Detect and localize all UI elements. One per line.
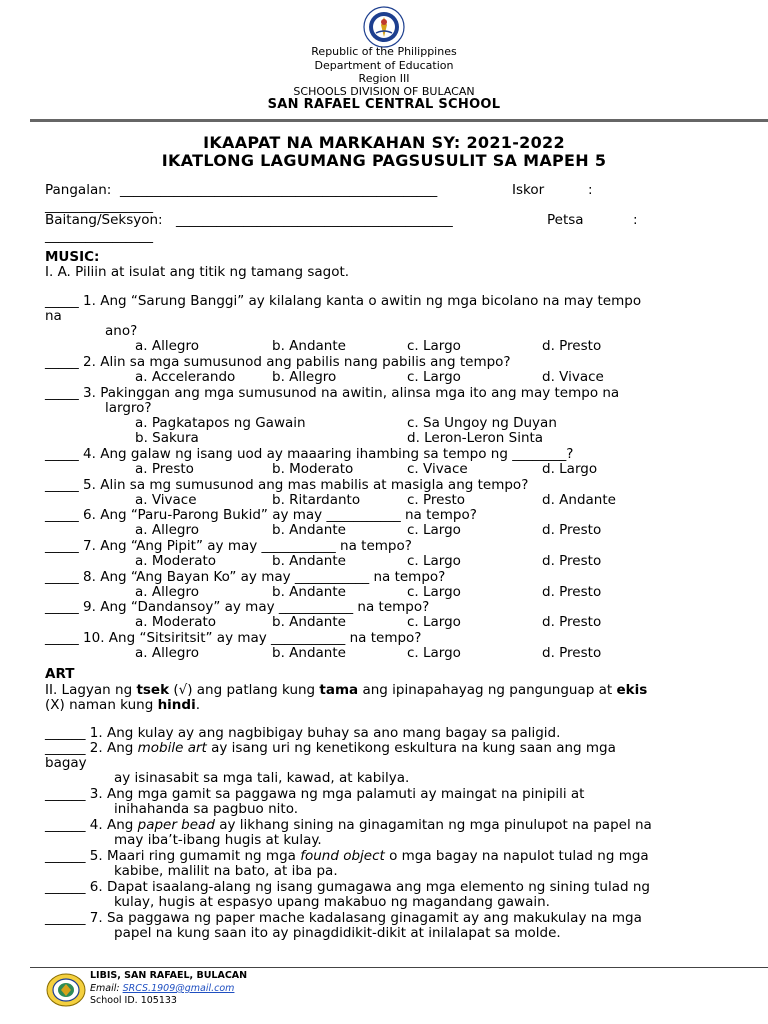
music-q8-option-b: b. Andante [272,584,346,600]
music-q9-option-d: d. Presto [542,614,602,630]
music-q6-option-d: d. Presto [542,522,602,538]
music-q1-line1: _____ 1. Ang “Sarung Banggi” ay kilalang kanta o awitin ng mga bicolano na may tempo [45,293,642,309]
music-q9-option-c: c. Largo [407,614,461,630]
art-s3-line1: ______ 3. Ang mga gamit sa paggawa ng mga palamuti ay maingat na pinipili at [45,786,585,802]
music-q2-option-d: d. Vivace [542,369,604,385]
music-q7-option-c: c. Largo [407,553,461,569]
music-q5: _____ 5. Alin sa mg sumusunod ang mas mabilis at masigla ang tempo? [45,477,529,493]
music-q10-option-c: c. Largo [407,645,461,661]
art-s2-line1: ______ 2. Ang mobile art ay isang uri ng kenetikong eskultura na kung saan ang mga [45,740,616,756]
music-q4-option-a: a. Presto [135,461,194,477]
music-q10-option-a: a. Allegro [135,645,199,661]
art-s5-line2: kabibe, malilit na bato, at iba pa. [114,863,338,879]
name-label: Pangalan: [45,182,112,198]
score-label: Iskor [512,182,545,198]
music-q3-option-a: a. Pagkatapos ng Gawain [135,415,306,431]
footer-school-id: School ID. 105133 [90,995,177,1006]
date-colon: : [633,212,638,228]
music-q8: _____ 8. Ang “Ang Bayan Ko” ay may ___________ na tempo? [45,569,446,585]
music-q1-line3: ano? [105,323,138,339]
art-s6-line1: ______ 6. Dapat isaalang-alang ng isang gumagawa ang mga elemento ng sining tulad ng [45,879,650,895]
art-s7-line1: ______ 7. Sa paggawa ng paper mache kadalasang ginagamit ay ang makukulay na mga [45,910,642,926]
header-line-deped: Department of Education [314,59,454,72]
grade-section-label: Baitang/Seksyon: [45,212,163,228]
music-q2: _____ 2. Alin sa mga sumusunod ang pabilis nang pabilis ang tempo? [45,354,511,370]
music-q7: _____ 7. Ang “Ang Pipit” ay may ___________ na tempo? [45,538,412,554]
music-q3-option-d: d. Leron-Leron Sinta [407,430,544,446]
music-q4-option-d: d. Largo [542,461,598,477]
music-q7-option-a: a. Moderato [135,553,217,569]
exam-title-quarter: IKAAPAT NA MARKAHAN SY: 2021-2022 [203,133,565,152]
music-q6-option-c: c. Largo [407,522,461,538]
music-q8-option-d: d. Presto [542,584,602,600]
music-q2-option-b: b. Allegro [272,369,337,385]
music-q6-option-b: b. Andante [272,522,346,538]
music-q6: _____ 6. Ang “Paru-Parong Bukid” ay may ___________ na tempo? [45,507,477,523]
music-q2-option-c: c. Largo [407,369,461,385]
school-logo-icon [46,972,86,1008]
music-q10-option-d: d. Presto [542,645,602,661]
music-q8-option-a: a. Allegro [135,584,199,600]
music-q7-option-b: b. Andante [272,553,346,569]
art-s3-line2: inihahanda sa pagbuo nito. [114,801,299,817]
music-q2-option-a: a. Accelerando [135,369,236,385]
footer-address: LIBIS, SAN RAFAEL, BULACAN [90,970,248,981]
music-q5-option-d: d. Andante [542,492,616,508]
music-q4-option-c: c. Vivace [407,461,468,477]
art-s2-line3: ay isinasabit sa mga tali, kawad, at kabilya. [114,770,410,786]
art-s1: ______ 1. Ang kulay ay ang nagbibigay buhay sa ano mang bagay sa paligid. [45,725,561,741]
music-instruction: I. A. Piliin at isulat ang titik ng tamang sagot. [45,264,350,280]
music-heading: MUSIC: [45,249,100,265]
art-heading: ART [45,666,75,682]
music-q5-option-a: a. Vivace [135,492,197,508]
footer-email-line [90,983,234,995]
music-q9-option-a: a. Moderato [135,614,217,630]
music-q1-line2: na [45,308,62,324]
music-q3-option-b: b. Sakura [135,430,199,446]
music-q7-option-d: d. Presto [542,553,602,569]
music-q1-option-b: b. Andante [272,338,346,354]
art-s4-line2: may iba’t-ibang hugis at kulay. [114,832,322,848]
music-q9-option-b: b. Andante [272,614,346,630]
art-s5-line1: ______ 5. Maari ring gumamit ng mga found object o mga bagay na napulot tulad ng mga [45,848,649,864]
deped-seal-icon [363,6,405,48]
music-q10: _____ 10. Ang “Sitsiritsit” ay may ___________ na tempo? [45,630,422,646]
music-q1-option-c: c. Largo [407,338,461,354]
art-s7-line2: papel na kung saan ito ay pinagdidikit-dikit at inilalapat sa molde. [114,925,561,941]
music-q3-line2: largro? [105,400,152,416]
music-q6-option-a: a. Allegro [135,522,199,538]
art-instruction-line1: II. Lagyan ng tsek (√) ang patlang kung tama ang ipinapahayag ng pangunguap at ekis [45,682,648,698]
art-instruction-line2: (X) naman kung hindi. [45,697,200,713]
header-line-republic: Republic of the Philippines [311,45,457,58]
exam-title-subject: IKATLONG LAGUMANG PAGSUSULIT SA MAPEH 5 [161,151,607,170]
school-name: SAN RAFAEL CENTRAL SCHOOL [267,97,501,112]
header-divider [30,119,768,122]
footer-email-label: Email: [90,983,123,994]
name-blank[interactable]: _______________________________________________ [120,182,438,198]
footer-divider [30,967,768,968]
art-s4-line1: ______ 4. Ang paper bead ay likhang sining na ginagamitan ng mga pinulupot na papel na [45,817,652,833]
music-q10-option-b: b. Andante [272,645,346,661]
art-s2-line2: bagay [45,755,87,771]
header-line-division: SCHOOLS DIVISION OF BULACAN [293,85,475,98]
music-q4-option-b: b. Moderato [272,461,354,477]
score-colon: : [588,182,593,198]
music-q1-option-d: d. Presto [542,338,602,354]
music-q5-option-c: c. Presto [407,492,466,508]
music-q5-option-b: b. Ritardanto [272,492,361,508]
music-q3-line1: _____ 3. Pakinggan ang mga sumusunod na awitin, alinsa mga ito ang may tempo na [45,385,620,401]
score-blank[interactable]: ________________ [45,198,153,214]
art-s6-line2: kulay, hugis at espasyo upang makabuo ng magandang gawain. [114,894,550,910]
music-q8-option-c: c. Largo [407,584,461,600]
music-q1-option-a: a. Allegro [135,338,199,354]
header-line-region: Region III [358,72,410,85]
date-label: Petsa [547,212,584,228]
footer-email-link[interactable]: SRCS.1909@gmail.com [122,983,235,994]
music-q3-option-c: c. Sa Ungoy ng Duyan [407,415,557,431]
music-q4: _____ 4. Ang galaw ng isang uod ay maaaring ihambing sa tempo ng ________? [45,446,574,462]
date-blank[interactable]: ________________ [45,228,153,244]
music-q9: _____ 9. Ang “Dandansoy” ay may ___________ na tempo? [45,599,430,615]
grade-section-blank[interactable]: _________________________________________ [176,212,453,228]
